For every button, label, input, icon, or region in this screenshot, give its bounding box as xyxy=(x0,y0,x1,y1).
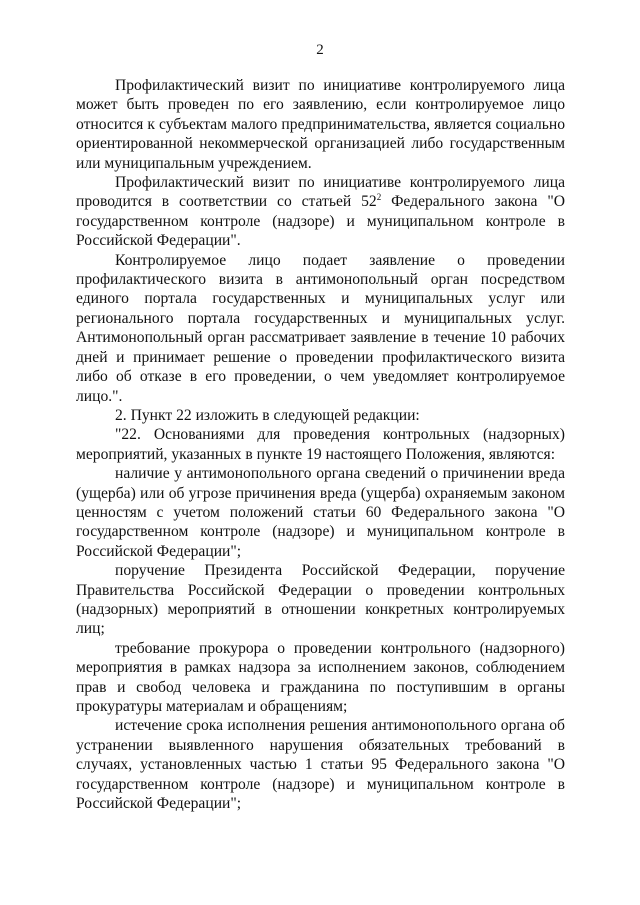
paragraph-item-2: 2. Пункт 22 изложить в следующей редакции: xyxy=(115,406,420,424)
page-number: 2 xyxy=(316,42,324,58)
paragraph-ground-instruction: поручение Президента Российской Федерации, поручение Правительства Российской Федерации о проведении контрольных (надзорных) мероприятий в отношении конкретных контролируемых лиц; xyxy=(76,562,565,638)
paragraph-text: Федерального закона "О государственном контроле (надзоре) и муниципальном контроле в Российской Федерации". xyxy=(76,193,565,250)
paragraph-clause-22: "22. Основаниями для проведения контрольных (надзорных) мероприятий, указанных в пункте 19 настоящего Положения, являются: xyxy=(76,426,565,463)
paragraph-visit-on-request: Профилактический визит по инициативе контролируемого лица может быть проведен по его заявлению, если контролируемое лицо относится к субъектам малого предпринимательства, является социально ориентированной некоммерческой организацией либо государственным или муниципальным учреждением. xyxy=(76,77,565,172)
paragraph-application-procedure: Контролируемое лицо подает заявление о проведении профилактического визита в антимонопольный орган посредством единого портала государственных и муниципальных услуг или регионального портала государственных и муниципальных услуг. Антимонопольный орган рассматривает заявление в течение 10 рабочих дней и принимает решение о проведении профилактического визита либо об отказе в его проведении, о чем уведомляет контролируемое лицо.". xyxy=(76,251,565,405)
paragraph-visit-legal-basis xyxy=(76,173,565,251)
paragraph-ground-prosecutor: требование прокурора о проведении контрольного (надзорного) мероприятия в рамках надзора за исполнением законов, соблюдением прав и свобод человека и гражданина по поступившим в органы прокуратуры материалам и обращениям; xyxy=(76,639,565,715)
paragraph-ground-harm-info: наличие у антимонопольного органа сведений о причинении вреда (ущерба) или об угрозе причинения вреда (ущерба) охраняемым законом ценностям с учетом положений статьи 60 Федерального закона "О государственном контроле (надзоре) и муниципальном контроле в Российской Федерации"; xyxy=(76,465,565,560)
superscript-article-index: 2 xyxy=(376,192,382,203)
document-body xyxy=(76,76,565,813)
paragraph-text: Профилактический визит по инициативе контролируемого лица проводится в соответствии со статьей 52 xyxy=(76,174,565,211)
paragraph-ground-deadline-expiry: истечение срока исполнения решения антимонопольного органа об устранении выявленного нарушения обязательных требований в случаях, установленных частью 1 статьи 95 Федерального закона "О государственном контроле (надзоре) и муниципальном контроле в Российской Федерации"; xyxy=(76,717,565,813)
